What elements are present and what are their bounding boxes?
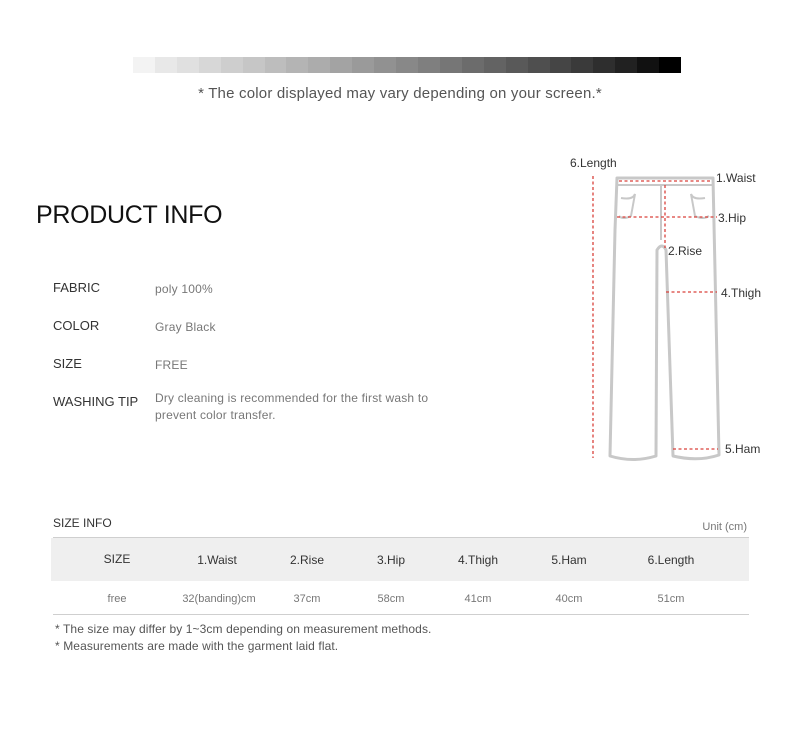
grayscale-swatch bbox=[177, 57, 199, 73]
hip-label: 3.Hip bbox=[718, 211, 747, 225]
table-cell-rise: 37cm bbox=[293, 593, 321, 605]
table-header-thigh: 4.Thigh bbox=[457, 553, 499, 567]
color-disclaimer: * The color displayed may vary depending on your screen.* bbox=[198, 85, 602, 102]
grayscale-swatch bbox=[418, 57, 440, 73]
grayscale-swatch bbox=[286, 57, 308, 73]
grayscale-swatch bbox=[133, 57, 155, 73]
grayscale-swatch bbox=[330, 57, 352, 73]
grayscale-swatch bbox=[265, 57, 287, 73]
footnote-laid-flat: * Measurements are made with the garment laid flat. bbox=[55, 639, 339, 653]
pants-illustration bbox=[565, 150, 775, 470]
rise-label: 2.Rise bbox=[668, 244, 703, 258]
measurement-figure bbox=[565, 150, 775, 470]
grayscale-swatch bbox=[396, 57, 418, 73]
table-cell-hip: 58cm bbox=[377, 593, 405, 605]
waist-label: 1.Waist bbox=[716, 171, 756, 185]
grayscale-swatch bbox=[484, 57, 506, 73]
footnote-size-difference: * The size may differ by 1~3cm depending on measurement methods. bbox=[55, 622, 432, 636]
table-header-length: 6.Length bbox=[647, 553, 695, 567]
grayscale-swatch bbox=[615, 57, 637, 73]
table-header-hip: 3.Hip bbox=[376, 553, 406, 567]
table-cell-length: 51cm bbox=[657, 593, 685, 605]
grayscale-swatch bbox=[659, 57, 681, 73]
size-value: FREE bbox=[155, 358, 188, 372]
table-header-size: SIZE bbox=[103, 552, 131, 566]
grayscale-swatch bbox=[221, 57, 243, 73]
grayscale-swatch bbox=[506, 57, 528, 73]
fabric-label: FABRIC bbox=[53, 280, 100, 295]
grayscale-swatch bbox=[243, 57, 265, 73]
washing-tip-value: Dry cleaning is recommended for the first wash to prevent color transfer. bbox=[155, 391, 429, 422]
table-cell-thigh: 41cm bbox=[464, 593, 492, 605]
grayscale-swatch bbox=[308, 57, 330, 73]
size-info-title: SIZE INFO bbox=[53, 516, 112, 530]
grayscale-swatch bbox=[528, 57, 550, 73]
grayscale-swatch bbox=[593, 57, 615, 73]
grayscale-swatch bbox=[374, 57, 396, 73]
table-header-waist: 1.Waist bbox=[197, 553, 237, 567]
washing-tip-label: WASHING TIP bbox=[53, 394, 139, 409]
table-cell-waist: 32(banding)cm bbox=[182, 593, 256, 605]
grayscale-swatch bbox=[550, 57, 572, 73]
grayscale-swatch bbox=[352, 57, 374, 73]
thigh-label: 4.Thigh bbox=[721, 286, 762, 300]
table-header-rise: 2.Rise bbox=[289, 553, 325, 567]
grayscale-swatch bbox=[462, 57, 484, 73]
grayscale-bar bbox=[133, 57, 681, 73]
grayscale-swatch bbox=[440, 57, 462, 73]
length-label: 6.Length bbox=[570, 156, 617, 170]
product-info-title: PRODUCT INFO bbox=[36, 201, 223, 229]
grayscale-swatch bbox=[155, 57, 177, 73]
ham-label: 5.Ham bbox=[725, 442, 761, 456]
grayscale-swatch bbox=[571, 57, 593, 73]
color-label: COLOR bbox=[53, 318, 100, 333]
unit-label: Unit (cm) bbox=[702, 521, 747, 533]
color-value: Gray Black bbox=[155, 320, 216, 334]
table-cell-ham: 40cm bbox=[555, 593, 583, 605]
grayscale-swatch bbox=[199, 57, 221, 73]
grayscale-swatch bbox=[637, 57, 659, 73]
fabric-value: poly 100% bbox=[155, 282, 213, 296]
table-divider bbox=[53, 614, 749, 615]
table-header-ham: 5.Ham bbox=[551, 553, 587, 567]
table-cell-size: free bbox=[107, 593, 127, 605]
size-label: SIZE bbox=[53, 356, 82, 371]
